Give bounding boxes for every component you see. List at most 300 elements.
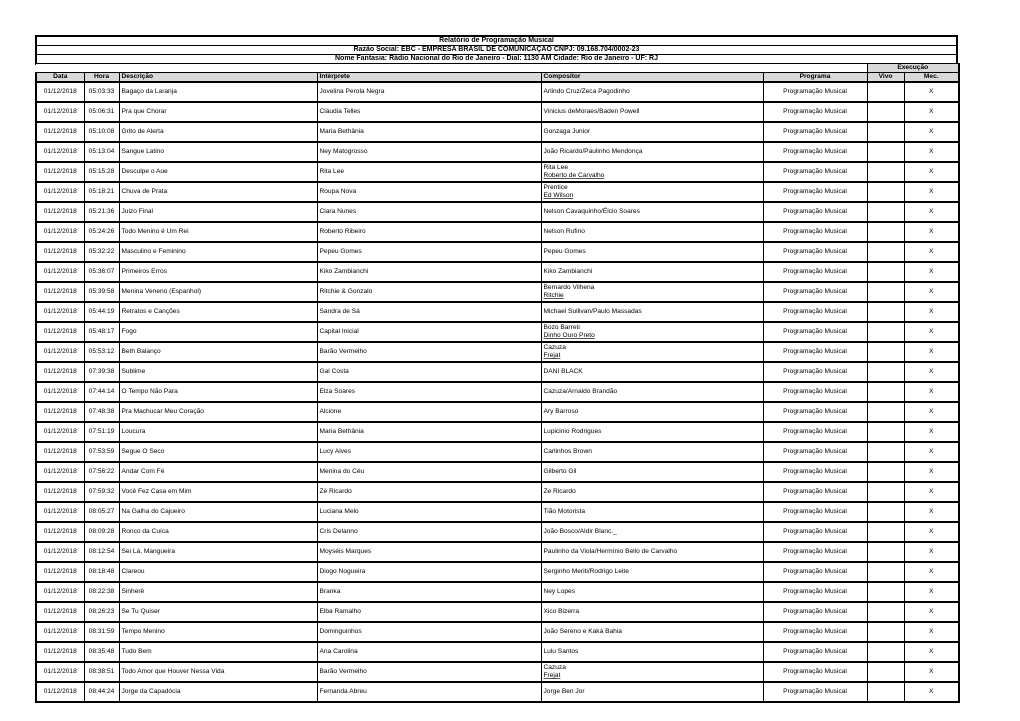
cell-hora: 05:48:17 (84, 322, 119, 342)
table-row (36, 502, 959, 522)
cell-mec: X (904, 602, 959, 622)
cell-mec: X (904, 382, 959, 402)
cell-descricao: Bagaço da Laranja (119, 82, 317, 102)
cell-vivo (867, 242, 904, 262)
cell-descricao: Clareou (119, 562, 317, 582)
table-row (36, 302, 959, 322)
cell-descricao: Loucura (119, 422, 317, 442)
composer-name: DANI BLACK (543, 368, 583, 375)
cell-vivo (867, 82, 904, 102)
cell-mec: X (904, 522, 959, 542)
cell-descricao: O Tempo Não Para (119, 382, 317, 402)
cell-data: 01/12/2018 (36, 282, 84, 302)
cell-mec: X (904, 562, 959, 582)
composer-name: Gilberto Gil (543, 468, 577, 475)
composer-name: Paulinho da Viola/Hermínio Bello de Carvalho (543, 548, 678, 555)
cell-vivo (867, 402, 904, 422)
cell-descricao: Fogo (119, 322, 317, 342)
cell-vivo (867, 362, 904, 382)
cell-mec: X (904, 682, 959, 702)
cell-mec: X (904, 122, 959, 142)
cell-data: 01/12/2018 (36, 402, 84, 422)
cell-interprete: Maria Bethânia (317, 422, 541, 442)
cell-data: 01/12/2018 (36, 442, 84, 462)
cell-interprete: Capital Inicial (317, 322, 541, 342)
cell-descricao: Primeiros Erros (119, 262, 317, 282)
cell-compositor (541, 142, 763, 162)
cell-data: 01/12/2018 (36, 682, 84, 702)
cell-programa: Programação Musical (763, 562, 867, 582)
cell-mec: X (904, 642, 959, 662)
cell-interprete: Pepeu Gomes (317, 242, 541, 262)
cell-interprete: Barão Vermelho (317, 662, 541, 682)
cell-compositor (541, 242, 763, 262)
cell-programa: Programação Musical (763, 482, 867, 502)
cell-mec: X (904, 622, 959, 642)
cell-compositor (541, 542, 763, 562)
cell-vivo (867, 162, 904, 182)
table-row (36, 602, 959, 622)
table-row (36, 322, 959, 342)
cell-programa: Programação Musical (763, 382, 867, 402)
col-data: Data (36, 73, 84, 83)
cell-descricao: Retratos e Canções (119, 302, 317, 322)
cell-hora: 08:18:48 (84, 562, 119, 582)
cell-compositor (541, 302, 763, 322)
cell-mec: X (904, 442, 959, 462)
cell-vivo (867, 582, 904, 602)
cell-data: 01/12/2018 (36, 522, 84, 542)
col-compositor: Compositor (541, 73, 763, 83)
cell-programa: Programação Musical (763, 162, 867, 182)
table-row (36, 202, 959, 222)
cell-data: 01/12/2018 (36, 202, 84, 222)
cell-interprete: Sandra de Sá (317, 302, 541, 322)
cell-compositor (541, 502, 763, 522)
cell-data: 01/12/2018 (36, 422, 84, 442)
nome-fantasia: Nome Fantasia: Rádio Nacional do Rio de Janeiro - Dial: 1130 AM Cidade: Rio de Janeiro - UF: RJ (35, 54, 958, 65)
cell-descricao: Na Galha do Cajueiro (119, 502, 317, 522)
cell-data: 01/12/2018 (36, 162, 84, 182)
composer-name: Ritchie (543, 292, 564, 299)
cell-interprete: Roberto Ribeiro (317, 222, 541, 242)
composer-name: Nelson Cavaquinho/Élcio Soares (543, 208, 640, 215)
cell-compositor (541, 362, 763, 382)
cell-hora: 05:13:04 (84, 142, 119, 162)
cell-vivo (867, 182, 904, 202)
table-row (36, 142, 959, 162)
cell-hora: 07:48:38 (84, 402, 119, 422)
composer-name: Cazuza (543, 344, 566, 351)
cell-data: 01/12/2018 (36, 122, 84, 142)
composer-name: Arlindo Cruz/Zeca Pagodinho (543, 88, 630, 95)
cell-descricao: Sangue Latino (119, 142, 317, 162)
composer-name: Frejat (543, 352, 561, 359)
col-descricao: Descrição (119, 73, 317, 83)
cell-programa: Programação Musical (763, 142, 867, 162)
table-row (36, 642, 959, 662)
cell-programa: Programação Musical (763, 362, 867, 382)
cell-programa: Programação Musical (763, 282, 867, 302)
composer-name: João Ricardo/Paulinho Mendonça (543, 148, 643, 155)
cell-interprete: Lucy Alves (317, 442, 541, 462)
cell-data: 01/12/2018 (36, 322, 84, 342)
cell-mec: X (904, 462, 959, 482)
table-row (36, 122, 959, 142)
composer-name: Nelson Rufino (543, 228, 585, 235)
cell-hora: 08:44:24 (84, 682, 119, 702)
cell-compositor (541, 582, 763, 602)
cell-vivo (867, 442, 904, 462)
col-vivo: Vivo (867, 73, 904, 83)
cell-programa: Programação Musical (763, 182, 867, 202)
cell-hora: 08:12:54 (84, 542, 119, 562)
cell-interprete: Ana Carolina (317, 642, 541, 662)
cell-hora: 05:18:21 (84, 182, 119, 202)
composer-name: Dinho Ouro Preto (543, 332, 595, 339)
group-header-row (36, 64, 959, 73)
cell-mec: X (904, 482, 959, 502)
cell-interprete: Fernanda Abreu (317, 682, 541, 702)
cell-descricao: Pra Machucar Meu Coração (119, 402, 317, 422)
cell-descricao: Chuva de Prata (119, 182, 317, 202)
table-row (36, 362, 959, 382)
composer-name: Ze Ricardo (543, 488, 576, 495)
cell-interprete: Cláudia Telles (317, 102, 541, 122)
composer-name: Lulu Santos (543, 648, 579, 655)
cell-vivo (867, 282, 904, 302)
cell-hora: 07:51:19 (84, 422, 119, 442)
cell-hora: 07:56:22 (84, 462, 119, 482)
cell-compositor (541, 462, 763, 482)
table-row (36, 622, 959, 642)
table-row (36, 422, 959, 442)
cell-vivo (867, 662, 904, 682)
cell-vivo (867, 382, 904, 402)
cell-descricao: Juizo Final (119, 202, 317, 222)
composer-name: Ary Barroso (543, 408, 579, 415)
table-row (36, 222, 959, 242)
razao-social: Razão Social: EBC - EMPRESA BRASIL DE COMUNICAÇÃO CNPJ: 09.168.704/0002-23 (35, 45, 958, 54)
cell-programa: Programação Musical (763, 242, 867, 262)
cell-data: 01/12/2018 (36, 462, 84, 482)
composer-name: Xico Bizerra (543, 608, 580, 615)
cell-hora: 08:22:38 (84, 582, 119, 602)
cell-programa: Programação Musical (763, 582, 867, 602)
cell-vivo (867, 482, 904, 502)
table-row (36, 562, 959, 582)
cell-mec: X (904, 342, 959, 362)
table-row (36, 542, 959, 562)
table-row (36, 162, 959, 182)
cell-hora: 08:09:28 (84, 522, 119, 542)
cell-hora: 05:44:19 (84, 302, 119, 322)
cell-descricao: Sei Lá, Mangueira (119, 542, 317, 562)
cell-hora: 05:39:58 (84, 282, 119, 302)
programming-table (35, 63, 960, 703)
cell-descricao: Desculpe o Aue (119, 162, 317, 182)
table-row (36, 482, 959, 502)
cell-data: 01/12/2018 (36, 302, 84, 322)
cell-mec: X (904, 222, 959, 242)
cell-vivo (867, 142, 904, 162)
cell-compositor (541, 442, 763, 462)
cell-compositor (541, 222, 763, 242)
cell-mec: X (904, 82, 959, 102)
cell-vivo (867, 542, 904, 562)
cell-hora: 05:24:26 (84, 222, 119, 242)
cell-hora: 05:15:28 (84, 162, 119, 182)
cell-descricao: Jorge da Capadócia (119, 682, 317, 702)
cell-programa: Programação Musical (763, 302, 867, 322)
cell-compositor (541, 202, 763, 222)
table-row (36, 102, 959, 122)
cell-compositor (541, 322, 763, 342)
cell-interprete: Zé Ricardo (317, 482, 541, 502)
cell-interprete: Clara Nunes (317, 202, 541, 222)
col-interprete: Intérprete (317, 73, 541, 83)
cell-interprete: Elza Soares (317, 382, 541, 402)
cell-data: 01/12/2018 (36, 622, 84, 642)
col-mec: Mec. (904, 73, 959, 83)
cell-programa: Programação Musical (763, 202, 867, 222)
cell-interprete: Gal Costa (317, 362, 541, 382)
cell-hora: 08:38:51 (84, 662, 119, 682)
cell-programa: Programação Musical (763, 442, 867, 462)
cell-mec: X (904, 142, 959, 162)
cell-programa: Programação Musical (763, 422, 867, 442)
cell-programa: Programação Musical (763, 662, 867, 682)
cell-descricao: Menina Veneno (Espanhol) (119, 282, 317, 302)
cell-descricao: Andar Com Fé (119, 462, 317, 482)
cell-data: 01/12/2018 (36, 102, 84, 122)
cell-interprete: Alcione (317, 402, 541, 422)
cell-compositor (541, 342, 763, 362)
cell-vivo (867, 262, 904, 282)
cell-hora: 08:05:27 (84, 502, 119, 522)
cell-interprete: Branka (317, 582, 541, 602)
cell-mec: X (904, 282, 959, 302)
cell-compositor (541, 642, 763, 662)
table-row (36, 242, 959, 262)
cell-vivo (867, 522, 904, 542)
table-row (36, 182, 959, 202)
cell-descricao: Você Fez Casa em Mim (119, 482, 317, 502)
cell-mec: X (904, 542, 959, 562)
cell-compositor (541, 122, 763, 142)
composer-name: João Bosco/Aldir Blanc._ (543, 528, 617, 535)
cell-mec: X (904, 262, 959, 282)
report-title: Relatório de Programação Musical (35, 35, 958, 45)
cell-data: 01/12/2018 (36, 562, 84, 582)
cell-data: 01/12/2018 (36, 482, 84, 502)
cell-compositor (541, 602, 763, 622)
cell-mec: X (904, 502, 959, 522)
cell-data: 01/12/2018 (36, 262, 84, 282)
cell-programa: Programação Musical (763, 502, 867, 522)
cell-vivo (867, 322, 904, 342)
cell-vivo (867, 682, 904, 702)
cell-programa: Programação Musical (763, 342, 867, 362)
cell-descricao: Todo Amor que Houver Nessa Vida (119, 662, 317, 682)
cell-interprete: Menina do Céu (317, 462, 541, 482)
cell-interprete: Maria Bethânia (317, 122, 541, 142)
composer-name: Jorge Ben Jor (543, 688, 585, 695)
composer-name: Lupicinio Rodrigues (543, 428, 602, 435)
cell-data: 01/12/2018 (36, 222, 84, 242)
table-row (36, 82, 959, 102)
cell-mec: X (904, 362, 959, 382)
cell-hora: 08:31:59 (84, 622, 119, 642)
cell-data: 01/12/2018 (36, 642, 84, 662)
table-body (36, 82, 959, 702)
cell-descricao: Segue O Seco (119, 442, 317, 462)
cell-descricao: Masculino e Feminino (119, 242, 317, 262)
composer-name: Carlinhos Brown (543, 448, 592, 455)
cell-programa: Programação Musical (763, 222, 867, 242)
table-row (36, 282, 959, 302)
cell-mec: X (904, 182, 959, 202)
table-row (36, 582, 959, 602)
composer-name: Gonzaga Junior (543, 128, 591, 135)
cell-mec: X (904, 302, 959, 322)
cell-mec: X (904, 102, 959, 122)
composer-name: Serginho Meriti/Rodrigo Leite (543, 568, 629, 575)
cell-programa: Programação Musical (763, 122, 867, 142)
cell-compositor (541, 82, 763, 102)
cell-compositor (541, 102, 763, 122)
table-row (36, 442, 959, 462)
cell-mec: X (904, 202, 959, 222)
cell-programa: Programação Musical (763, 322, 867, 342)
cell-vivo (867, 422, 904, 442)
cell-data: 01/12/2018 (36, 82, 84, 102)
cell-vivo (867, 462, 904, 482)
cell-vivo (867, 342, 904, 362)
cell-hora: 05:32:22 (84, 242, 119, 262)
composer-name: Roberto de Carvalho (543, 172, 605, 179)
cell-vivo (867, 202, 904, 222)
cell-descricao: Sinherê (119, 582, 317, 602)
table-row (36, 262, 959, 282)
cell-mec: X (904, 662, 959, 682)
composer-name: Pepeu Gomes (543, 248, 586, 255)
cell-data: 01/12/2018 (36, 362, 84, 382)
composer-name: Rita Lee (543, 164, 569, 171)
cell-descricao: Tudo Bem (119, 642, 317, 662)
cell-compositor (541, 282, 763, 302)
cell-compositor (541, 382, 763, 402)
cell-mec: X (904, 422, 959, 442)
cell-mec: X (904, 162, 959, 182)
table-row (36, 662, 959, 682)
column-header-row (36, 73, 959, 83)
table-row (36, 382, 959, 402)
cell-data: 01/12/2018 (36, 142, 84, 162)
cell-hora: 05:03:33 (84, 82, 119, 102)
cell-vivo (867, 602, 904, 622)
composer-name: Bozo Barreti (543, 324, 580, 331)
cell-interprete: Moyséis Marques (317, 542, 541, 562)
composer-name: Cazuza (543, 664, 566, 671)
cell-compositor (541, 682, 763, 702)
cell-compositor (541, 662, 763, 682)
composer-name: Tião Motorista (543, 508, 586, 515)
composer-name: Michael Sullivan/Paulo Massadas (543, 308, 642, 315)
cell-programa: Programação Musical (763, 82, 867, 102)
cell-vivo (867, 102, 904, 122)
table-row (36, 522, 959, 542)
cell-descricao: Pra que Chorar (119, 102, 317, 122)
composer-name: Kiko Zambianchi (543, 268, 593, 275)
cell-descricao: Tempo Menino (119, 622, 317, 642)
cell-programa: Programação Musical (763, 622, 867, 642)
cell-programa: Programação Musical (763, 542, 867, 562)
cell-data: 01/12/2018 (36, 542, 84, 562)
cell-interprete: Elba Ramalho (317, 602, 541, 622)
cell-interprete: Ney Matogrosso (317, 142, 541, 162)
cell-data: 01/12/2018 (36, 342, 84, 362)
cell-interprete: Cris Delanno (317, 522, 541, 542)
cell-mec: X (904, 402, 959, 422)
composer-name: Prentice (543, 184, 568, 191)
cell-interprete: Ritchie & Gonzalo (317, 282, 541, 302)
composer-name: Frejat (543, 672, 561, 679)
cell-hora: 08:26:23 (84, 602, 119, 622)
cell-descricao: Se Tu Quiser (119, 602, 317, 622)
cell-vivo (867, 302, 904, 322)
cell-data: 01/12/2018 (36, 662, 84, 682)
cell-descricao: Grito de Alerta (119, 122, 317, 142)
composer-name: Vinicius deMoraes/Baden Powell (543, 108, 640, 115)
cell-programa: Programação Musical (763, 462, 867, 482)
cell-hora: 08:35:48 (84, 642, 119, 662)
report-header (35, 35, 958, 65)
execucao-header: Execução (867, 64, 959, 73)
table-row (36, 462, 959, 482)
cell-descricao: Sublime (119, 362, 317, 382)
cell-compositor (541, 562, 763, 582)
cell-data: 01/12/2018 (36, 602, 84, 622)
group-header-spacer (36, 64, 867, 73)
table-row (36, 342, 959, 362)
cell-data: 01/12/2018 (36, 502, 84, 522)
cell-hora: 05:53:12 (84, 342, 119, 362)
cell-interprete: Roupa Nova (317, 182, 541, 202)
cell-programa: Programação Musical (763, 522, 867, 542)
cell-data: 01/12/2018 (36, 382, 84, 402)
cell-programa: Programação Musical (763, 682, 867, 702)
cell-descricao: Todo Menino é Um Rei (119, 222, 317, 242)
cell-interprete: Rita Lee (317, 162, 541, 182)
cell-hora: 07:53:59 (84, 442, 119, 462)
cell-programa: Programação Musical (763, 602, 867, 622)
cell-mec: X (904, 322, 959, 342)
cell-vivo (867, 562, 904, 582)
cell-hora: 07:59:32 (84, 482, 119, 502)
cell-hora: 05:36:07 (84, 262, 119, 282)
cell-data: 01/12/2018 (36, 582, 84, 602)
cell-interprete: Kiko Zambianchi (317, 262, 541, 282)
cell-interprete: Barão Vermelho (317, 342, 541, 362)
cell-data: 01/12/2018 (36, 242, 84, 262)
cell-interprete: Diogo Nogueira (317, 562, 541, 582)
cell-compositor (541, 482, 763, 502)
cell-compositor (541, 622, 763, 642)
cell-programa: Programação Musical (763, 642, 867, 662)
cell-programa: Programação Musical (763, 262, 867, 282)
table-row (36, 682, 959, 702)
